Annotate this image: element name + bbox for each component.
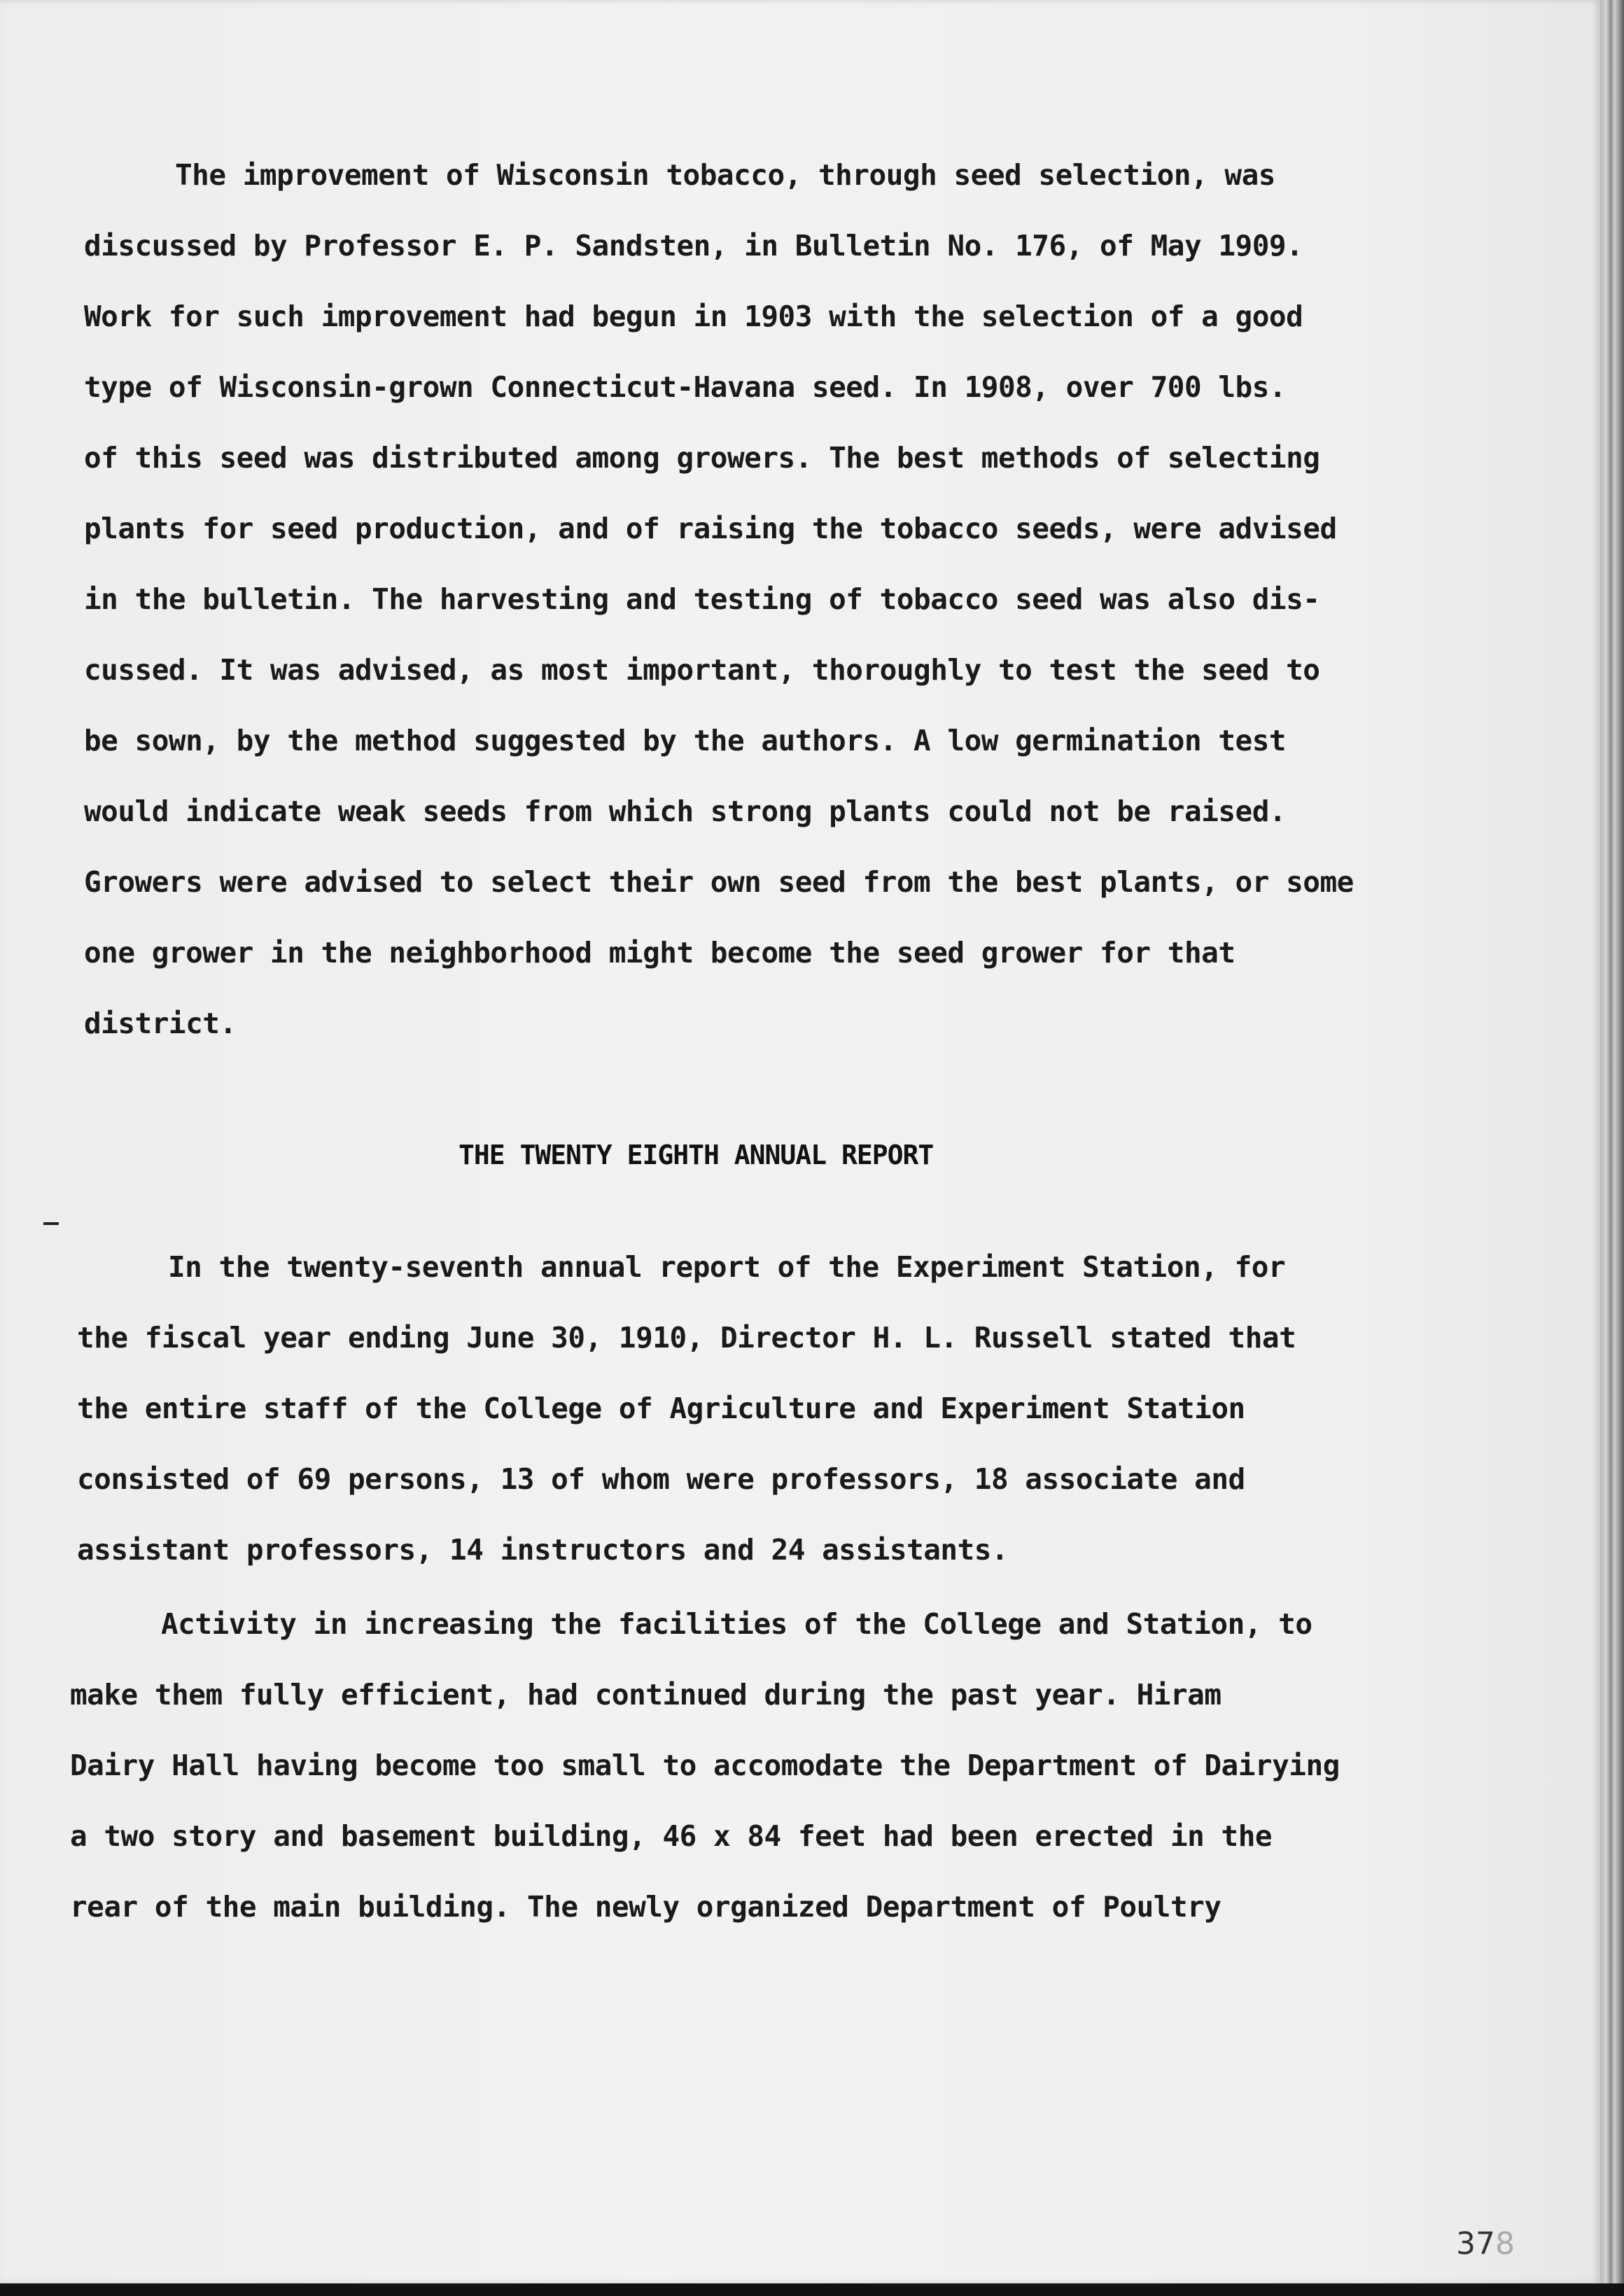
paragraph-seed-selection bbox=[84, 140, 1400, 1059]
text-line: district. bbox=[84, 1007, 237, 1040]
text-line: cussed. It was advised, as most important, thoroughly to test the seed to bbox=[84, 653, 1320, 687]
text-line: consisted of 69 persons, 13 of whom were professors, 18 associate and bbox=[77, 1462, 1245, 1496]
text-line: Growers were advised to select their own seed from the best plants, or some bbox=[84, 865, 1354, 899]
scan-bottom-border bbox=[0, 2283, 1624, 2296]
paragraph-staff-report bbox=[77, 1232, 1407, 1586]
page-number bbox=[1456, 2226, 1515, 2262]
text-line: Work for such improvement had begun in 1903 with the selection of a good bbox=[84, 300, 1303, 333]
page-number-value: 37 bbox=[1456, 2226, 1495, 2262]
text-line: the entire staff of the College of Agriculture and Experiment Station bbox=[77, 1392, 1245, 1425]
text-line: type of Wisconsin-grown Connecticut-Havana seed. In 1908, over 700 lbs. bbox=[84, 370, 1287, 404]
page-number-faint: 8 bbox=[1495, 2226, 1515, 2262]
text-line: the fiscal year ending June 30, 1910, Director H. L. Russell stated that bbox=[77, 1321, 1296, 1354]
text-line: be sown, by the method suggested by the authors. A low germination test bbox=[84, 724, 1287, 757]
book-binding-edge bbox=[1600, 0, 1624, 2283]
paragraph-facilities bbox=[70, 1589, 1400, 1942]
text-line: The improvement of Wisconsin tobacco, through seed selection, was bbox=[175, 158, 1275, 192]
text-line: assistant professors, 14 instructors and 24 assistants. bbox=[77, 1533, 1009, 1567]
text-line: of this seed was distributed among growers. The best methods of selecting bbox=[84, 441, 1320, 475]
text-line: in the bulletin. The harvesting and testing of tobacco seed was also dis- bbox=[84, 582, 1320, 616]
text-line: make them fully efficient, had continued during the past year. Hiram bbox=[70, 1678, 1222, 1712]
text-line: discussed by Professor E. P. Sandsten, in Bulletin No. 176, of May 1909. bbox=[84, 229, 1303, 262]
section-heading: THE TWENTY EIGHTH ANNUAL REPORT bbox=[458, 1140, 934, 1170]
text-line: Dairy Hall having become too small to accomodate the Department of Dairying bbox=[70, 1749, 1340, 1782]
text-line: a two story and basement building, 46 x 84 feet had been erected in the bbox=[70, 1819, 1273, 1853]
text-line: plants for seed production, and of raising the tobacco seeds, were advised bbox=[84, 512, 1337, 545]
margin-mark bbox=[43, 1222, 59, 1225]
text-line: would indicate weak seeds from which strong plants could not be raised. bbox=[84, 794, 1287, 828]
text-line: rear of the main building. The newly organized Department of Poultry bbox=[70, 1890, 1222, 1924]
text-line: one grower in the neighborhood might become the seed grower for that bbox=[84, 936, 1236, 969]
text-line: In the twenty-seventh annual report of the Experiment Station, for bbox=[168, 1250, 1286, 1284]
text-line: Activity in increasing the facilities of the College and Station, to bbox=[161, 1607, 1312, 1641]
